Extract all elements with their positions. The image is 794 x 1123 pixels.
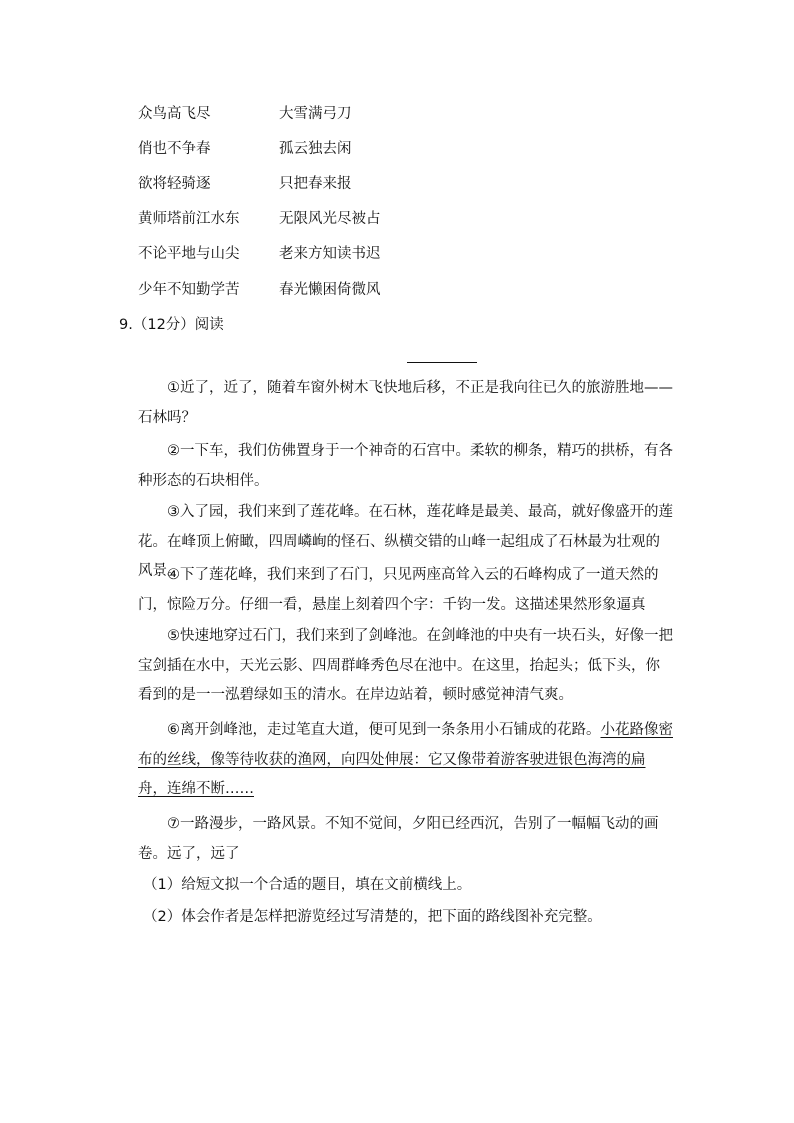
paragraph-3: ③入了园，我们来到了莲花峰。在石林，莲花峰是最美、最高，就好像盛开的莲花。在峰顶上俯瞰，四周嶙峋的怪石、纵横交错的山峰一起组成了石林最为壮观的风景。: [138, 504, 673, 579]
poem-line-right: 大雪满弓刀: [279, 106, 352, 122]
question-label: 阅读: [194, 317, 224, 333]
underlined-passage: 小花路像密布的丝线，像等待收获的渔网，向四处伸展：它又像带着游客驶进银色海湾的扁舟，连绵不断……: [138, 722, 673, 797]
poem-line-right: 孤云独去闲: [279, 141, 352, 157]
poem-line-right: 老来方知读书迟: [279, 246, 381, 262]
paragraph-6: [138, 716, 674, 805]
paragraph-5: ⑤快速地穿过石门，我们来到了剑峰池。在剑峰池的中央有一块石头，好像一把宝剑插在水中，天光云影、四周群峰秀色尽在池中。在这里，抬起头；低下头，你看到的是一一泓碧绿如玉的清水。在岸边站着，顿时感觉神清气爽。: [138, 628, 673, 703]
poem-line-left: 不论平地与山尖: [138, 246, 240, 262]
poem-line-right: 无限风光尽被占: [279, 211, 381, 227]
poem-line-right: 只把春来报: [279, 176, 352, 192]
subquestion-1: （1）给短文拟一个合适的题目，填在文前横线上。: [143, 877, 472, 893]
paragraph-2: ②一下车，我们仿佛置身于一个神奇的石宫中。柔软的柳条，精巧的拱桥，有各种形态的石块相伴。: [138, 443, 673, 489]
paragraph-1: ①近了，近了，随着车窗外树木飞快地后移，不正是我向往已久的旅游胜地——石林吗？: [138, 380, 673, 426]
title-blank-line: [407, 362, 477, 363]
poem-line-left: 众鸟高飞尽: [138, 106, 211, 122]
poem-line-left: 俏也不争春: [138, 141, 211, 157]
question-heading: [119, 314, 224, 336]
poem-line-left: 少年不知勤学苦: [138, 282, 240, 298]
poem-line-left: 欲将轻骑逐: [138, 176, 211, 192]
poem-line-left: 黄师塔前江水东: [138, 211, 240, 227]
subquestion-2: （2）体会作者是怎样把游览经过写清楚的，把下面的路线图补充完整。: [143, 909, 602, 925]
paragraph-7: ⑦一路漫步，一路风景。不知不觉间，夕阳已经西沉，告别了一幅幅飞动的画卷。远了，远了: [138, 816, 659, 862]
paragraph-6-text: ⑥离开剑峰池，走过笔直大道，便可见到一条条用小石铺成的花路。: [167, 722, 601, 738]
poem-line-right: 春光懒困倚微风: [279, 282, 381, 298]
question-number: 9.: [119, 317, 133, 333]
question-score: （12分）: [132, 317, 195, 333]
paragraph-4: ④下了莲花峰，我们来到了石门，只见两座高耸入云的石峰构成了一道天然的门，惊险万分。仔细一看，悬崖上刻着四个字：千钧一发。这描述果然形象逼真: [138, 567, 659, 613]
